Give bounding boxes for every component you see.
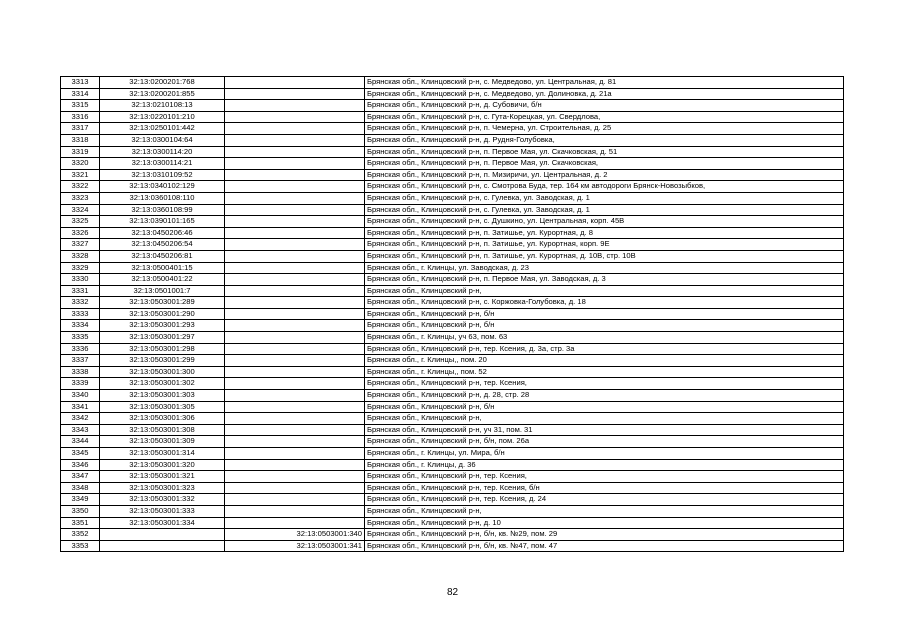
row-number-cell: 3349 (61, 494, 100, 506)
linked-cadastral-number-cell (225, 111, 365, 123)
cadastral-number-cell: 32:13:0503001:320 (100, 459, 225, 471)
table-row (61, 517, 844, 529)
row-number-cell: 3348 (61, 482, 100, 494)
linked-cadastral-number-cell (225, 308, 365, 320)
address-cell: Брянская обл., Клинцовский р-н, б/н (365, 320, 844, 332)
linked-cadastral-number-cell (225, 494, 365, 506)
cadastral-number-cell: 32:13:0503001:333 (100, 505, 225, 517)
address-cell: Брянская обл., Клинцовский р-н, с. Гулевка, ул. Заводская, д. 1 (365, 192, 844, 204)
linked-cadastral-number-cell (225, 134, 365, 146)
cadastral-number-cell: 32:13:0503001:300 (100, 366, 225, 378)
cadastral-number-cell: 32:13:0503001:290 (100, 308, 225, 320)
cadastral-number-cell: 32:13:0503001:297 (100, 332, 225, 344)
table-row (61, 123, 844, 135)
address-cell: Брянская обл., Клинцовский р-н, б/н (365, 308, 844, 320)
linked-cadastral-number-cell (225, 355, 365, 367)
row-number-cell: 3346 (61, 459, 100, 471)
cadastral-number-cell: 32:13:0500401:22 (100, 274, 225, 286)
row-number-cell: 3319 (61, 146, 100, 158)
linked-cadastral-number-cell (225, 123, 365, 135)
linked-cadastral-number-cell (225, 320, 365, 332)
linked-cadastral-number-cell (225, 158, 365, 170)
table-row (61, 366, 844, 378)
linked-cadastral-number-cell (225, 88, 365, 100)
address-cell: Брянская обл., Клинцовский р-н, б/н, кв. №29, пом. 29 (365, 529, 844, 541)
linked-cadastral-number-cell (225, 239, 365, 251)
table-row (61, 308, 844, 320)
table-row (61, 343, 844, 355)
cadastral-number-cell: 32:13:0501001:7 (100, 285, 225, 297)
linked-cadastral-number-cell (225, 181, 365, 193)
row-number-cell: 3321 (61, 169, 100, 181)
table-row (61, 390, 844, 402)
row-number-cell: 3338 (61, 366, 100, 378)
linked-cadastral-number-cell (225, 343, 365, 355)
table-row (61, 505, 844, 517)
address-cell: Брянская обл., Клинцовский р-н, (365, 413, 844, 425)
row-number-cell: 3333 (61, 308, 100, 320)
table-row (61, 448, 844, 460)
cadastral-number-cell: 32:13:0360108:110 (100, 192, 225, 204)
linked-cadastral-number-cell (225, 482, 365, 494)
address-cell: Брянская обл., Клинцовский р-н, п. Чемерна, ул. Строительная, д. 25 (365, 123, 844, 135)
row-number-cell: 3350 (61, 505, 100, 517)
address-cell: Брянская обл., г. Клинцы, ул. Заводская, д. 23 (365, 262, 844, 274)
linked-cadastral-number-cell (225, 390, 365, 402)
cadastral-number-cell: 32:13:0503001:323 (100, 482, 225, 494)
row-number-cell: 3320 (61, 158, 100, 170)
address-cell: Брянская обл., Клинцовский р-н, п. Мизиричи, ул. Центральная, д. 2 (365, 169, 844, 181)
address-cell: Брянская обл., Клинцовский р-н, п. Первое Мая, ул. Скачковская, д. 51 (365, 146, 844, 158)
linked-cadastral-number-cell (225, 471, 365, 483)
table-row (61, 204, 844, 216)
address-cell: Брянская обл., Клинцовский р-н, б/н, кв. №47, пом. 47 (365, 540, 844, 552)
table-row (61, 355, 844, 367)
table-row (61, 459, 844, 471)
row-number-cell: 3328 (61, 250, 100, 262)
address-cell: Брянская обл., Клинцовский р-н, п. Первое Мая, ул. Скачковская, (365, 158, 844, 170)
table-row (61, 471, 844, 483)
table-row (61, 239, 844, 251)
cadastral-number-cell: 32:13:0390101:165 (100, 216, 225, 228)
table-row (61, 320, 844, 332)
linked-cadastral-number-cell (225, 77, 365, 89)
cadastral-number-cell: 32:13:0200201:768 (100, 77, 225, 89)
row-number-cell: 3347 (61, 471, 100, 483)
linked-cadastral-number-cell (225, 250, 365, 262)
row-number-cell: 3339 (61, 378, 100, 390)
address-cell: Брянская обл., Клинцовский р-н, с. Медведово, ул. Долиновка, д. 21а (365, 88, 844, 100)
cadastral-number-cell: 32:13:0250101:442 (100, 123, 225, 135)
cadastral-number-cell: 32:13:0340102:129 (100, 181, 225, 193)
linked-cadastral-number-cell (225, 448, 365, 460)
row-number-cell: 3316 (61, 111, 100, 123)
address-cell: Брянская обл., Клинцовский р-н, д. 10 (365, 517, 844, 529)
row-number-cell: 3313 (61, 77, 100, 89)
row-number-cell: 3318 (61, 134, 100, 146)
address-cell: Брянская обл., Клинцовский р-н, п. Первое Мая, ул. Заводская, д. 3 (365, 274, 844, 286)
linked-cadastral-number-cell (225, 378, 365, 390)
row-number-cell: 3322 (61, 181, 100, 193)
address-cell: Брянская обл., Клинцовский р-н, (365, 285, 844, 297)
cadastral-number-cell: 32:13:0503001:299 (100, 355, 225, 367)
address-cell: Брянская обл., Клинцовский р-н, тер. Ксения, (365, 471, 844, 483)
table-row (61, 401, 844, 413)
linked-cadastral-number-cell (225, 401, 365, 413)
row-number-cell: 3340 (61, 390, 100, 402)
table-row (61, 111, 844, 123)
row-number-cell: 3317 (61, 123, 100, 135)
address-cell: Брянская обл., Клинцовский р-н, с. Коржовка-Голубовка, д. 18 (365, 297, 844, 309)
cadastral-number-cell: 32:13:0450206:81 (100, 250, 225, 262)
linked-cadastral-number-cell (225, 366, 365, 378)
row-number-cell: 3353 (61, 540, 100, 552)
table-row (61, 297, 844, 309)
address-cell: Брянская обл., Клинцовский р-н, б/н (365, 401, 844, 413)
cadastral-number-cell (100, 540, 225, 552)
table-row (61, 332, 844, 344)
cadastral-number-cell: 32:13:0200201:855 (100, 88, 225, 100)
address-cell: Брянская обл., Клинцовский р-н, (365, 505, 844, 517)
row-number-cell: 3329 (61, 262, 100, 274)
table-row (61, 146, 844, 158)
table-row (61, 540, 844, 552)
table-row (61, 250, 844, 262)
cadastral-number-cell: 32:13:0503001:303 (100, 390, 225, 402)
table-row (61, 378, 844, 390)
address-cell: Брянская обл., Клинцовский р-н, тер. Ксения, д. 24 (365, 494, 844, 506)
row-number-cell: 3330 (61, 274, 100, 286)
linked-cadastral-number-cell (225, 146, 365, 158)
address-cell: Брянская обл., г. Клинцы, д. 36 (365, 459, 844, 471)
cadastral-number-cell (100, 529, 225, 541)
cadastral-number-cell: 32:13:0503001:298 (100, 343, 225, 355)
address-cell: Брянская обл., Клинцовский р-н, с. Смотрова Буда, тер. 164 км автодороги Брянск-Новозыбков, (365, 181, 844, 193)
cadastral-number-cell: 32:13:0503001:306 (100, 413, 225, 425)
cadastral-number-cell: 32:13:0300114:21 (100, 158, 225, 170)
row-number-cell: 3324 (61, 204, 100, 216)
cadastral-number-cell: 32:13:0503001:321 (100, 471, 225, 483)
linked-cadastral-number-cell (225, 424, 365, 436)
linked-cadastral-number-cell: 32:13:0503001:340 (225, 529, 365, 541)
row-number-cell: 3342 (61, 413, 100, 425)
table-row (61, 158, 844, 170)
cadastral-number-cell: 32:13:0220101:210 (100, 111, 225, 123)
property-table (60, 76, 844, 552)
linked-cadastral-number-cell (225, 204, 365, 216)
linked-cadastral-number-cell (225, 413, 365, 425)
address-cell: Брянская обл., г. Клинцы, уч 63, пом. 63 (365, 332, 844, 344)
table-row (61, 77, 844, 89)
table-row (61, 424, 844, 436)
table-row (61, 227, 844, 239)
linked-cadastral-number-cell (225, 332, 365, 344)
row-number-cell: 3344 (61, 436, 100, 448)
table-row (61, 169, 844, 181)
row-number-cell: 3331 (61, 285, 100, 297)
address-cell: Брянская обл., Клинцовский р-н, тер. Ксения, (365, 378, 844, 390)
cadastral-number-cell: 32:13:0503001:332 (100, 494, 225, 506)
linked-cadastral-number-cell (225, 517, 365, 529)
table-row (61, 285, 844, 297)
table-row (61, 88, 844, 100)
row-number-cell: 3345 (61, 448, 100, 460)
linked-cadastral-number-cell (225, 285, 365, 297)
row-number-cell: 3325 (61, 216, 100, 228)
linked-cadastral-number-cell (225, 505, 365, 517)
address-cell: Брянская обл., Клинцовский р-н, с. Гулевка, ул. Заводская, д. 1 (365, 204, 844, 216)
table-row (61, 181, 844, 193)
row-number-cell: 3336 (61, 343, 100, 355)
table-body (61, 77, 844, 552)
address-cell: Брянская обл., Клинцовский р-н, с. Гута-Корецкая, ул. Свердлова, (365, 111, 844, 123)
table-row (61, 413, 844, 425)
address-cell: Брянская обл., Клинцовский р-н, тер. Ксения, б/н (365, 482, 844, 494)
table-row (61, 134, 844, 146)
row-number-cell: 3343 (61, 424, 100, 436)
table-row (61, 216, 844, 228)
linked-cadastral-number-cell (225, 436, 365, 448)
row-number-cell: 3334 (61, 320, 100, 332)
cadastral-number-cell: 32:13:0503001:293 (100, 320, 225, 332)
table-row (61, 192, 844, 204)
address-cell: Брянская обл., Клинцовский р-н, уч 31, пом. 31 (365, 424, 844, 436)
table-row (61, 482, 844, 494)
table-row (61, 436, 844, 448)
row-number-cell: 3352 (61, 529, 100, 541)
address-cell: Брянская обл., Клинцовский р-н, п. Затишье, ул. Курортная, д. 10В, стр. 10В (365, 250, 844, 262)
table-row (61, 262, 844, 274)
cadastral-number-cell: 32:13:0503001:314 (100, 448, 225, 460)
cadastral-number-cell: 32:13:0503001:309 (100, 436, 225, 448)
table-row (61, 529, 844, 541)
row-number-cell: 3335 (61, 332, 100, 344)
table-row (61, 494, 844, 506)
cadastral-number-cell: 32:13:0503001:308 (100, 424, 225, 436)
row-number-cell: 3327 (61, 239, 100, 251)
cadastral-number-cell: 32:13:0300104:64 (100, 134, 225, 146)
address-cell: Брянская обл., Клинцовский р-н, д. Рудня-Голубовка, (365, 134, 844, 146)
cadastral-number-cell: 32:13:0503001:289 (100, 297, 225, 309)
row-number-cell: 3332 (61, 297, 100, 309)
cadastral-number-cell: 32:13:0450206:54 (100, 239, 225, 251)
cadastral-number-cell: 32:13:0503001:305 (100, 401, 225, 413)
cadastral-number-cell: 32:13:0310109:52 (100, 169, 225, 181)
address-cell: Брянская обл., г. Клинцы,, пом. 20 (365, 355, 844, 367)
table-row (61, 274, 844, 286)
row-number-cell: 3337 (61, 355, 100, 367)
address-cell: Брянская обл., Клинцовский р-н, с. Медведово, ул. Центральная, д. 81 (365, 77, 844, 89)
linked-cadastral-number-cell (225, 100, 365, 112)
linked-cadastral-number-cell (225, 262, 365, 274)
row-number-cell: 3341 (61, 401, 100, 413)
linked-cadastral-number-cell (225, 192, 365, 204)
cadastral-number-cell: 32:13:0500401:15 (100, 262, 225, 274)
linked-cadastral-number-cell (225, 216, 365, 228)
row-number-cell: 3315 (61, 100, 100, 112)
linked-cadastral-number-cell (225, 459, 365, 471)
address-cell: Брянская обл., Клинцовский р-н, б/н, пом. 26а (365, 436, 844, 448)
address-cell: Брянская обл., Клинцовский р-н, д. 28, стр. 28 (365, 390, 844, 402)
cadastral-number-cell: 32:13:0450206:46 (100, 227, 225, 239)
cadastral-number-cell: 32:13:0210108:13 (100, 100, 225, 112)
cadastral-number-cell: 32:13:0300114:20 (100, 146, 225, 158)
row-number-cell: 3351 (61, 517, 100, 529)
linked-cadastral-number-cell: 32:13:0503001:341 (225, 540, 365, 552)
address-cell: Брянская обл., г. Клинцы,, пом. 52 (365, 366, 844, 378)
linked-cadastral-number-cell (225, 297, 365, 309)
row-number-cell: 3326 (61, 227, 100, 239)
address-cell: Брянская обл., Клинцовский р-н, п. Затишье, ул. Курортная, корп. 9Е (365, 239, 844, 251)
address-cell: Брянская обл., Клинцовский р-н, с. Душкино, ул. Центральная, корп. 45В (365, 216, 844, 228)
address-cell: Брянская обл., Клинцовский р-н, п. Затишье, ул. Курортная, д. 8 (365, 227, 844, 239)
address-cell: Брянская обл., Клинцовский р-н, тер. Ксения, д. 3а, стр. 3а (365, 343, 844, 355)
linked-cadastral-number-cell (225, 169, 365, 181)
row-number-cell: 3323 (61, 192, 100, 204)
linked-cadastral-number-cell (225, 274, 365, 286)
row-number-cell: 3314 (61, 88, 100, 100)
linked-cadastral-number-cell (225, 227, 365, 239)
page-number: 82 (446, 587, 459, 598)
address-cell: Брянская обл., Клинцовский р-н, д. Субовичи, б/н (365, 100, 844, 112)
cadastral-number-cell: 32:13:0503001:334 (100, 517, 225, 529)
cadastral-number-cell: 32:13:0360108:99 (100, 204, 225, 216)
cadastral-number-cell: 32:13:0503001:302 (100, 378, 225, 390)
table-row (61, 100, 844, 112)
address-cell: Брянская обл., г. Клинцы, ул. Мира, б/н (365, 448, 844, 460)
